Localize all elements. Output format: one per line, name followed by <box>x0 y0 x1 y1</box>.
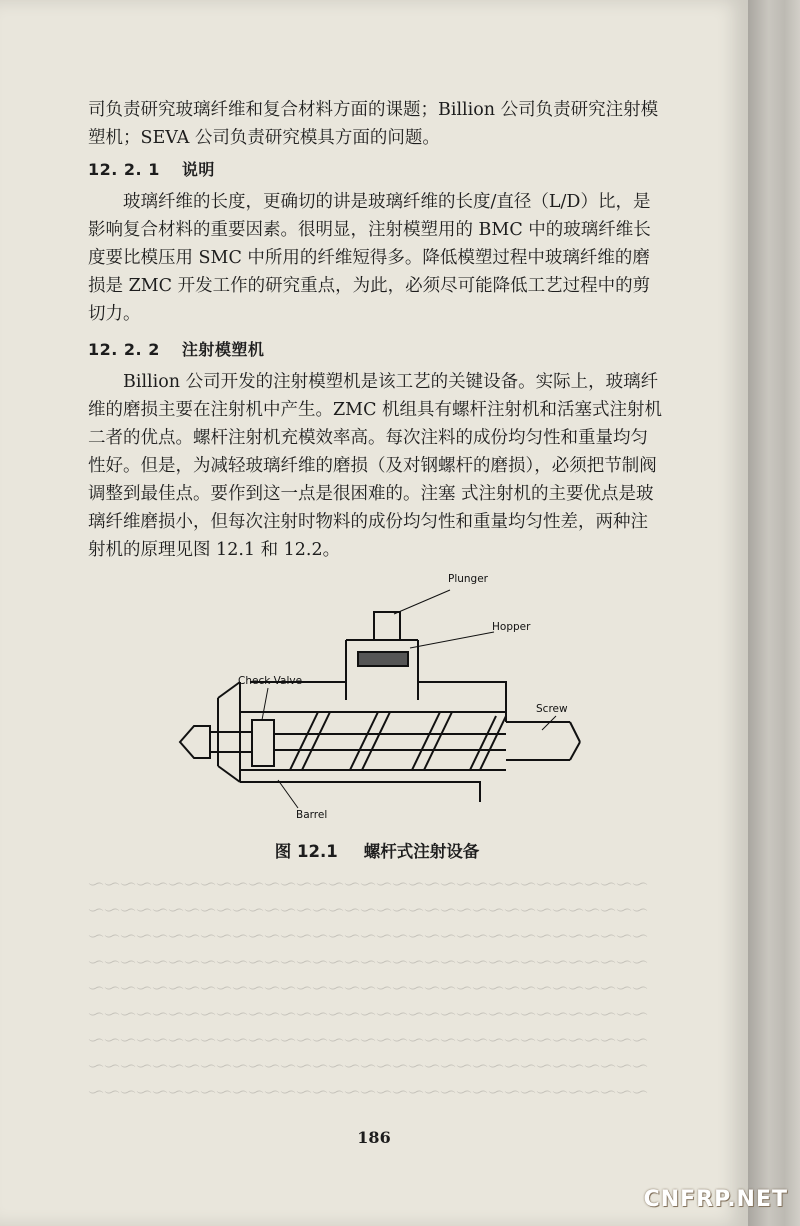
main-text <box>88 96 666 564</box>
text-line: 璃纤维磨损小，但每次注射时物料的成份均匀性和重量均匀性差，两种注 <box>88 512 648 532</box>
drive-shaft-tip-top <box>570 722 580 742</box>
bleed-through-ghost-text: 〜〜〜〜〜〜〜〜〜〜〜〜〜〜〜〜〜〜〜〜〜〜〜〜〜〜〜〜〜〜〜〜〜〜〜 〜〜〜〜〜〜〜〜〜〜〜〜〜〜〜〜〜〜〜〜〜〜〜〜〜〜〜〜〜〜〜〜〜〜〜 〜〜〜〜〜〜〜〜〜〜〜〜〜〜〜〜〜〜〜〜〜〜〜〜〜〜〜〜〜〜〜〜〜〜〜 〜〜〜〜〜〜〜〜〜〜〜〜〜〜〜〜〜〜〜〜〜〜〜〜〜〜〜〜〜〜〜〜〜〜〜 〜〜〜〜〜〜〜〜〜〜〜〜〜〜〜〜〜〜〜〜〜〜〜〜〜〜〜〜〜〜〜〜〜〜〜 〜〜〜〜〜〜〜〜〜〜〜〜〜〜〜〜〜〜〜〜〜〜〜〜〜〜〜〜〜〜〜〜〜〜〜 〜〜〜〜〜〜〜〜〜〜〜〜〜〜〜〜〜〜〜〜〜〜〜〜〜〜〜〜〜〜〜〜〜〜〜 〜〜〜〜〜〜〜〜〜〜〜〜〜〜〜〜〜〜〜〜〜〜〜〜〜〜〜〜〜〜〜〜〜〜〜 〜〜〜〜〜〜〜〜〜〜〜〜〜〜〜〜〜〜〜〜〜〜〜〜〜〜〜〜〜〜〜〜〜〜〜 <box>88 874 649 1101</box>
text-line: 塑机；SEVA 公司负责研究模具方面的问题。 <box>88 128 440 148</box>
drive-shaft-tip-bottom <box>570 742 580 760</box>
text-line: 维的磨损主要在注射机中产生。ZMC 机组具有螺杆注射机和活塞式注射机 <box>88 400 663 420</box>
paragraph-1 <box>88 96 666 152</box>
barrel-leader <box>278 780 298 808</box>
check-valve-label: Check Valve <box>238 675 303 687</box>
section-title: 说明 <box>181 160 215 179</box>
barrel-top-right <box>418 682 506 722</box>
section-title: 注射模塑机 <box>181 340 265 359</box>
text-line: 切力。 <box>88 304 141 324</box>
check-valve-tip <box>180 726 210 758</box>
hopper-inner <box>358 652 408 666</box>
screw-flight-2 <box>350 712 378 770</box>
check-valve-body <box>252 720 274 766</box>
nozzle-top <box>218 682 240 698</box>
text-line: 影响复合材料的重要因素。很明显，注射模塑用的 BMC 中的玻璃纤维长 <box>88 220 651 240</box>
hopper-label: Hopper <box>492 621 531 633</box>
text-line: 性好。但是，为减轻玻璃纤维的磨损（及对钢螺杆的磨损），必须把节制阀 <box>88 456 657 476</box>
screw-flight-1b <box>302 712 330 770</box>
plunger-shape <box>374 612 400 640</box>
paragraph-2 <box>88 188 666 328</box>
paragraph-3 <box>88 368 666 564</box>
text-line: 二者的优点。螺杆注射机充模效率高。每次注料的成份均匀性和重量均匀 <box>88 428 648 448</box>
text-line: 司负责研究玻璃纤维和复合材料方面的课题；Billion 公司负责研究注射模 <box>88 100 659 120</box>
barrel-label: Barrel <box>296 809 328 821</box>
section-number: 12. 2. 2 <box>88 340 160 359</box>
screw-flight-3 <box>412 712 440 770</box>
screw-flight-2b <box>362 712 390 770</box>
screw-flight-3b <box>424 712 452 770</box>
section-number: 12. 2. 1 <box>88 160 160 179</box>
diagram-svg <box>150 560 600 830</box>
screw-injection-diagram <box>150 560 600 830</box>
text-line: 损是 ZMC 开发工作的研究重点，为此，必须尽可能降低工艺过程中的剪 <box>88 276 651 296</box>
section-heading-12-2-1 <box>88 156 666 184</box>
check-valve-leader <box>262 688 268 720</box>
hopper-leader <box>410 632 494 648</box>
caption-title: 螺杆式注射设备 <box>363 842 480 861</box>
text-line: 度要比模压用 SMC 中所用的纤维短得多。降低模塑过程中玻璃纤维的磨 <box>88 248 650 268</box>
screw-label: Screw <box>536 703 568 715</box>
page-number: 186 <box>357 1128 391 1147</box>
site-watermark: CNFRP.NET <box>643 1187 788 1212</box>
text-line: 玻璃纤维的长度，更确切的讲是玻璃纤维的长度/直径（L/D）比，是 <box>123 192 651 212</box>
figure-caption <box>88 838 666 862</box>
nozzle-bottom <box>218 766 240 782</box>
page-edge-shadow <box>748 0 800 1226</box>
text-line: Billion 公司开发的注射模塑机是该工艺的关键设备。实际上，玻璃纤 <box>123 372 659 392</box>
caption-number: 图 12.1 <box>274 842 338 861</box>
plunger-label: Plunger <box>448 573 489 585</box>
text-line: 调整到最佳点。要作到这一点是很困难的。注塞 式注射机的主要优点是玻 <box>88 484 654 504</box>
section-heading-12-2-2 <box>88 336 666 364</box>
plunger-leader <box>394 590 450 614</box>
barrel-bottom <box>240 782 480 802</box>
screw-flight-1 <box>290 712 318 770</box>
text-line: 射机的原理见图 12.1 和 12.2。 <box>88 540 341 560</box>
